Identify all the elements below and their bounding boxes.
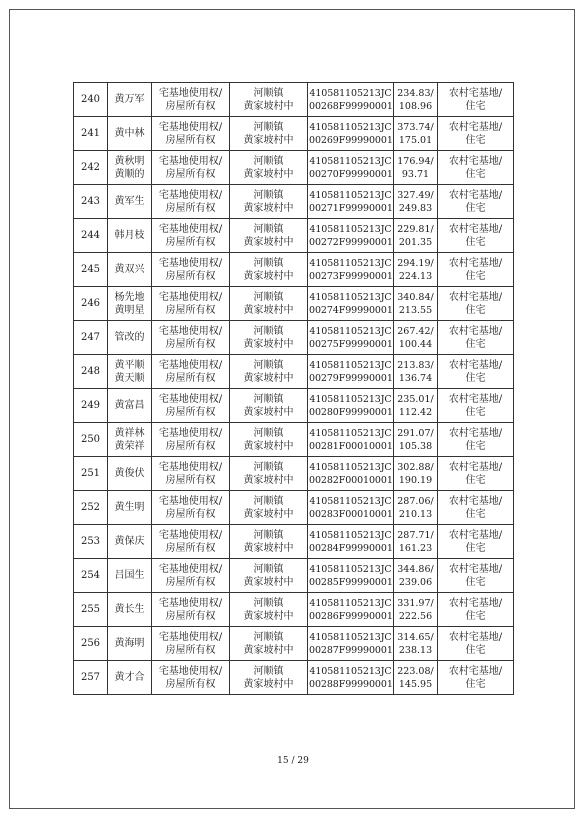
- row-number-cell: 244: [74, 219, 108, 253]
- right-type-cell: 宅基地使用权/ 房屋所有权: [152, 83, 230, 117]
- owner-name-cell: 管改的: [108, 321, 152, 355]
- table-row: [74, 253, 514, 287]
- area-cell: 213.83/ 136.74: [394, 355, 438, 389]
- unit-code-cell: 410581105213JC 00280F99990001: [308, 389, 394, 423]
- area-cell: 344.86/ 239.06: [394, 559, 438, 593]
- property-rights-table: [73, 82, 514, 695]
- row-number-cell: 247: [74, 321, 108, 355]
- area-cell: 287.71/ 161.23: [394, 525, 438, 559]
- table-row: [74, 219, 514, 253]
- unit-code-cell: 410581105213JC 00283F00010001: [308, 491, 394, 525]
- table-row: [74, 559, 514, 593]
- row-number-cell: 245: [74, 253, 108, 287]
- location-cell: 河顺镇 黄家坡村中: [230, 389, 308, 423]
- table-row: [74, 83, 514, 117]
- table-row: [74, 457, 514, 491]
- area-cell: 294.19/ 224.13: [394, 253, 438, 287]
- area-cell: 223.08/ 145.95: [394, 661, 438, 695]
- land-use-cell: 农村宅基地/ 住宅: [438, 83, 514, 117]
- land-use-cell: 农村宅基地/ 住宅: [438, 661, 514, 695]
- location-cell: 河顺镇 黄家坡村中: [230, 117, 308, 151]
- owner-name-cell: 黄军生: [108, 185, 152, 219]
- owner-name-cell: 韩月枝: [108, 219, 152, 253]
- land-use-cell: 农村宅基地/ 住宅: [438, 423, 514, 457]
- owner-name-cell: 黄万军: [108, 83, 152, 117]
- land-use-cell: 农村宅基地/ 住宅: [438, 117, 514, 151]
- unit-code-cell: 410581105213JC 00275F99990001: [308, 321, 394, 355]
- table-row: [74, 389, 514, 423]
- land-use-cell: 农村宅基地/ 住宅: [438, 321, 514, 355]
- row-number-cell: 246: [74, 287, 108, 321]
- right-type-cell: 宅基地使用权/ 房屋所有权: [152, 219, 230, 253]
- area-cell: 235.01/ 112.42: [394, 389, 438, 423]
- owner-name-cell: 杨先地 黄明星: [108, 287, 152, 321]
- right-type-cell: 宅基地使用权/ 房屋所有权: [152, 525, 230, 559]
- row-number-cell: 253: [74, 525, 108, 559]
- row-number-cell: 255: [74, 593, 108, 627]
- owner-name-cell: 黄俊伏: [108, 457, 152, 491]
- row-number-cell: 248: [74, 355, 108, 389]
- row-number-cell: 243: [74, 185, 108, 219]
- table-body: [74, 83, 514, 695]
- right-type-cell: 宅基地使用权/ 房屋所有权: [152, 491, 230, 525]
- unit-code-cell: 410581105213JC 00282F00010001: [308, 457, 394, 491]
- page-number: 15 / 29: [277, 756, 309, 766]
- table-row: [74, 661, 514, 695]
- land-use-cell: 农村宅基地/ 住宅: [438, 151, 514, 185]
- right-type-cell: 宅基地使用权/ 房屋所有权: [152, 151, 230, 185]
- location-cell: 河顺镇 黄家坡村中: [230, 151, 308, 185]
- right-type-cell: 宅基地使用权/ 房屋所有权: [152, 661, 230, 695]
- row-number-cell: 256: [74, 627, 108, 661]
- row-number-cell: 250: [74, 423, 108, 457]
- land-use-cell: 农村宅基地/ 住宅: [438, 627, 514, 661]
- unit-code-cell: 410581105213JC 00288F99990001: [308, 661, 394, 695]
- right-type-cell: 宅基地使用权/ 房屋所有权: [152, 457, 230, 491]
- unit-code-cell: 410581105213JC 00272F99990001: [308, 219, 394, 253]
- area-cell: 176.94/ 93.71: [394, 151, 438, 185]
- table-row: [74, 151, 514, 185]
- owner-name-cell: 吕国生: [108, 559, 152, 593]
- owner-name-cell: 黄海明: [108, 627, 152, 661]
- table-row: [74, 287, 514, 321]
- area-cell: 287.06/ 210.13: [394, 491, 438, 525]
- table-row: [74, 491, 514, 525]
- land-use-cell: 农村宅基地/ 住宅: [438, 253, 514, 287]
- area-cell: 302.88/ 190.19: [394, 457, 438, 491]
- area-cell: 267.42/ 100.44: [394, 321, 438, 355]
- location-cell: 河顺镇 黄家坡村中: [230, 491, 308, 525]
- unit-code-cell: 410581105213JC 00274F99990001: [308, 287, 394, 321]
- table-row: [74, 321, 514, 355]
- table-row: [74, 593, 514, 627]
- location-cell: 河顺镇 黄家坡村中: [230, 253, 308, 287]
- row-number-cell: 242: [74, 151, 108, 185]
- land-use-cell: 农村宅基地/ 住宅: [438, 593, 514, 627]
- right-type-cell: 宅基地使用权/ 房屋所有权: [152, 355, 230, 389]
- unit-code-cell: 410581105213JC 00273F99990001: [308, 253, 394, 287]
- row-number-cell: 252: [74, 491, 108, 525]
- right-type-cell: 宅基地使用权/ 房屋所有权: [152, 117, 230, 151]
- owner-name-cell: 黄平顺 黄天顺: [108, 355, 152, 389]
- land-use-cell: 农村宅基地/ 住宅: [438, 491, 514, 525]
- location-cell: 河顺镇 黄家坡村中: [230, 355, 308, 389]
- location-cell: 河顺镇 黄家坡村中: [230, 457, 308, 491]
- right-type-cell: 宅基地使用权/ 房屋所有权: [152, 253, 230, 287]
- land-use-cell: 农村宅基地/ 住宅: [438, 389, 514, 423]
- location-cell: 河顺镇 黄家坡村中: [230, 83, 308, 117]
- right-type-cell: 宅基地使用权/ 房屋所有权: [152, 185, 230, 219]
- owner-name-cell: 黄祥林 黄荣祥: [108, 423, 152, 457]
- area-cell: 314.65/ 238.13: [394, 627, 438, 661]
- unit-code-cell: 410581105213JC 00284F99990001: [308, 525, 394, 559]
- table-row: [74, 627, 514, 661]
- location-cell: 河顺镇 黄家坡村中: [230, 525, 308, 559]
- area-cell: 291.07/ 105.38: [394, 423, 438, 457]
- unit-code-cell: 410581105213JC 00281F00010001: [308, 423, 394, 457]
- unit-code-cell: 410581105213JC 00270F99990001: [308, 151, 394, 185]
- owner-name-cell: 黄双兴: [108, 253, 152, 287]
- owner-name-cell: 黄才合: [108, 661, 152, 695]
- owner-name-cell: 黄保庆: [108, 525, 152, 559]
- location-cell: 河顺镇 黄家坡村中: [230, 287, 308, 321]
- area-cell: 234.83/ 108.96: [394, 83, 438, 117]
- right-type-cell: 宅基地使用权/ 房屋所有权: [152, 559, 230, 593]
- area-cell: 373.74/ 175.01: [394, 117, 438, 151]
- location-cell: 河顺镇 黄家坡村中: [230, 593, 308, 627]
- location-cell: 河顺镇 黄家坡村中: [230, 627, 308, 661]
- owner-name-cell: 黄秋明 黄顺的: [108, 151, 152, 185]
- table-row: [74, 525, 514, 559]
- area-cell: 327.49/ 249.83: [394, 185, 438, 219]
- right-type-cell: 宅基地使用权/ 房屋所有权: [152, 423, 230, 457]
- location-cell: 河顺镇 黄家坡村中: [230, 219, 308, 253]
- row-number-cell: 241: [74, 117, 108, 151]
- location-cell: 河顺镇 黄家坡村中: [230, 423, 308, 457]
- land-use-cell: 农村宅基地/ 住宅: [438, 355, 514, 389]
- table-row: [74, 423, 514, 457]
- land-use-cell: 农村宅基地/ 住宅: [438, 185, 514, 219]
- row-number-cell: 254: [74, 559, 108, 593]
- unit-code-cell: 410581105213JC 00279F99990001: [308, 355, 394, 389]
- table-row: [74, 355, 514, 389]
- row-number-cell: 240: [74, 83, 108, 117]
- area-cell: 340.84/ 213.55: [394, 287, 438, 321]
- land-use-cell: 农村宅基地/ 住宅: [438, 287, 514, 321]
- land-use-cell: 农村宅基地/ 住宅: [438, 559, 514, 593]
- unit-code-cell: 410581105213JC 00287F99990001: [308, 627, 394, 661]
- row-number-cell: 249: [74, 389, 108, 423]
- unit-code-cell: 410581105213JC 00268F99990001: [308, 83, 394, 117]
- owner-name-cell: 黄富昌: [108, 389, 152, 423]
- location-cell: 河顺镇 黄家坡村中: [230, 661, 308, 695]
- right-type-cell: 宅基地使用权/ 房屋所有权: [152, 627, 230, 661]
- table-row: [74, 185, 514, 219]
- right-type-cell: 宅基地使用权/ 房屋所有权: [152, 321, 230, 355]
- unit-code-cell: 410581105213JC 00271F99990001: [308, 185, 394, 219]
- location-cell: 河顺镇 黄家坡村中: [230, 185, 308, 219]
- unit-code-cell: 410581105213JC 00285F99990001: [308, 559, 394, 593]
- row-number-cell: 251: [74, 457, 108, 491]
- table-row: [74, 117, 514, 151]
- land-use-cell: 农村宅基地/ 住宅: [438, 219, 514, 253]
- owner-name-cell: 黄长生: [108, 593, 152, 627]
- unit-code-cell: 410581105213JC 00269F99990001: [308, 117, 394, 151]
- location-cell: 河顺镇 黄家坡村中: [230, 559, 308, 593]
- right-type-cell: 宅基地使用权/ 房屋所有权: [152, 389, 230, 423]
- area-cell: 229.81/ 201.35: [394, 219, 438, 253]
- land-use-cell: 农村宅基地/ 住宅: [438, 525, 514, 559]
- right-type-cell: 宅基地使用权/ 房屋所有权: [152, 593, 230, 627]
- row-number-cell: 257: [74, 661, 108, 695]
- owner-name-cell: 黄中林: [108, 117, 152, 151]
- unit-code-cell: 410581105213JC 00286F99990001: [308, 593, 394, 627]
- right-type-cell: 宅基地使用权/ 房屋所有权: [152, 287, 230, 321]
- owner-name-cell: 黄生明: [108, 491, 152, 525]
- location-cell: 河顺镇 黄家坡村中: [230, 321, 308, 355]
- area-cell: 331.97/ 222.56: [394, 593, 438, 627]
- land-use-cell: 农村宅基地/ 住宅: [438, 457, 514, 491]
